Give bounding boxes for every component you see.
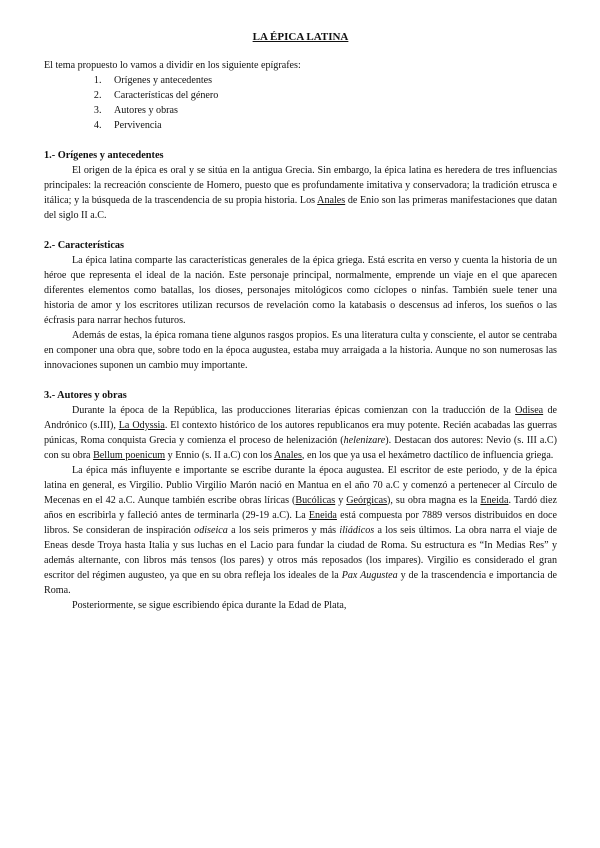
latin-term: odiseica (194, 525, 228, 536)
latin-term: iliádicos (339, 525, 375, 536)
text-run: y (335, 495, 347, 506)
section-3-paragraph-2 (44, 463, 557, 598)
latin-term: helenizare (343, 435, 386, 446)
document-page (44, 30, 557, 613)
work-title: Geórgicas (346, 495, 388, 506)
index-list (44, 73, 557, 133)
work-title: Eneida (480, 495, 509, 506)
section-heading-3: 3.- Autores y obras (44, 390, 127, 401)
text-run: y de la trascendencia e importancia de Roma. (44, 570, 558, 596)
index-item: 3. Autores y obras (104, 103, 557, 118)
text-run: de Enio son las primeras manifestaciones que datan del siglo II a.C. (44, 195, 557, 221)
section-3-paragraph-1 (44, 403, 557, 463)
text-run: está compuesta por 7889 versos distribuidos en doce libros. Se consideran de inspiración (44, 510, 557, 536)
section-heading-1: 1.- Orígenes y antecedentes (44, 150, 164, 161)
text-run: de Andrónico (s.III), (44, 405, 557, 431)
text-run: ), su obra magna es la (387, 495, 481, 506)
intro-text: El tema propuesto lo vamos a dividir en los siguiente epígrafes: (44, 60, 301, 71)
text-run: El origen de la épica es oral y se sitúa en la antigua Grecia. Sin embargo, la épica latina es heredera de tres influencias principales: la recreación consciente de Homero, puesto que es profundamente imitativa y conservadora; la tradición etrusca e itálica; y la búsqueda de la trascendencia de su propia historia. Los (44, 165, 557, 206)
work-title: Anales (317, 195, 346, 206)
work-title: Odisea (515, 405, 544, 416)
text-run: a los seis últimos. La obra narra el viaje de Eneas desde Troya hasta Italia y sus luchas en el Lacio para fundar la ciudad de Roma. Su estructura es “In Medias Res” y además alternante, con libros más tensos (los pares) y otros más reposados (los impares). Virgilio es considerado el gran escritor del régimen augusteo, ya que en su obra refleja los ideales de la (44, 525, 558, 581)
index-item: 2. Características del género (104, 88, 557, 103)
work-title: La Odyssia (118, 420, 165, 431)
section-1-paragraph (44, 163, 557, 223)
document-title: LA ÉPICA LATINA (252, 31, 349, 43)
text-run: Durante la época de la República, las producciones literarias épicas comienzan con la traducción de la (72, 405, 516, 416)
text-run: . Tardó diez años en escribirla y falleció antes de terminarla (29-19 a.C). La (44, 495, 557, 521)
section-2-paragraph-2: Además de estas, la épica romana tiene algunos rasgos propios. Es una literatura culta y consciente, el autor se centraba en componer una obra que, sobre todo en la época augustea, estaba muy arraigada a la historia. Aunque no son numerosas las innovaciones suponen un cambio muy importante. (44, 330, 557, 371)
latin-term: Pax Augustea (341, 570, 398, 581)
section-2-paragraph-1: La épica latina comparte las características generales de la épica griega. Está escrita en verso y cuenta la historia de un héroe que representa el ideal de la nación. Este personaje principal, normalmente, emprende un viaje en el que aparecen diferentes elementos como batallas, los dioses, personajes mitológicos como cíclopes o ninfas. También suele tener una historia de amor y los escritores utilizan recursos de revelación como la katabasis o descensus ad inferos, los sueños o las écfrasis para narrar hechos futuros. (44, 255, 557, 326)
work-title: Bellum poenicum (93, 450, 166, 461)
section-heading-2: 2.- Características (44, 240, 125, 251)
text-run: . El contexto histórico de los autores republicanos era muy potente. Recién acabadas las guerras púnicas, Roma conquista Grecia y comienza el proceso de helenización ( (44, 420, 557, 446)
work-title: Anales (273, 450, 302, 461)
text-run: , en los que ya usa el hexámetro dactílico de influencia griega. (301, 450, 554, 461)
index-item: 4. Pervivencia (104, 118, 557, 133)
text-run: y Ennio (s. II a.C) con los (165, 450, 274, 461)
text-run: a los seis primeros y más (227, 525, 340, 536)
index-item: 1. Orígenes y antecedentes (104, 73, 557, 88)
work-title: Eneida (308, 510, 337, 521)
text-run: ). Destacan dos autores: Nevio (s. III a.C) con su obra (44, 435, 557, 461)
section-3-paragraph-3: Posteriormente, se sigue escribiendo épica durante la Edad de Plata, (72, 600, 347, 611)
text-run: La épica más influyente e importante se escribe durante la época augustea. El escritor de este periodo, y de la épica latina en general, es Virgilio. Publio Virgilio Marón nació en Mantua en el año 70 a.C y comenzó a pertenecer al Círculo de Mecenas en el 42 a.C. Aunque también escribe obras líricas ( (44, 465, 557, 506)
work-title: Bucólicas (295, 495, 336, 506)
